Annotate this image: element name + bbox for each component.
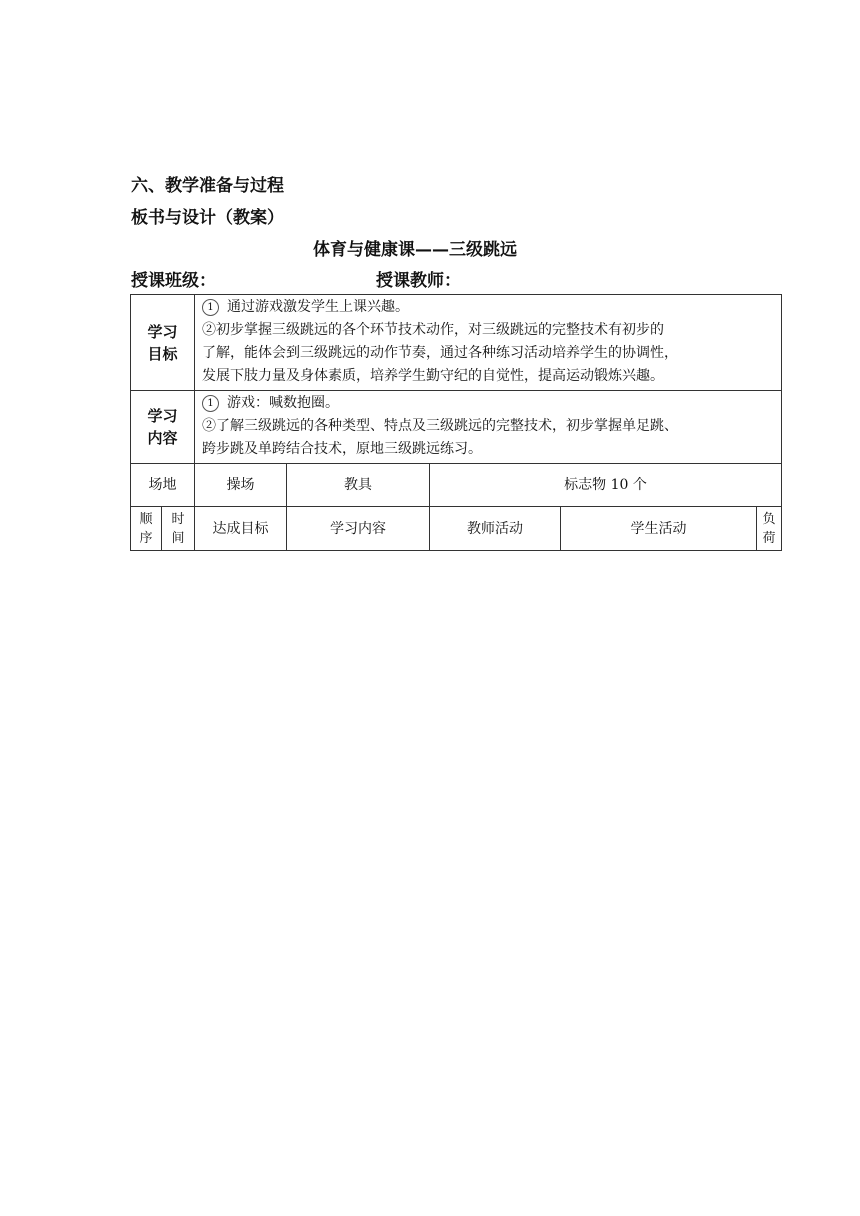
goals-row: [131, 295, 782, 391]
goals-item-2-line3: 发展下肢力量及身体素质，培养学生勤守纪的自觉性，提高运动锻炼兴趣。: [202, 368, 665, 384]
goals-content-cell: [195, 295, 782, 391]
equipment-label-cell: 教具: [287, 464, 430, 507]
teacher-label: 授课教师：: [376, 271, 461, 291]
load-header-cell: [757, 507, 782, 551]
time-header-line2: 间: [171, 530, 185, 546]
goals-label-cell: [131, 295, 195, 391]
order-header-line2: 序: [139, 530, 153, 546]
venue-value-cell: 操场: [195, 464, 287, 507]
section-heading: 六、教学准备与过程: [131, 176, 284, 196]
content-content-cell: [195, 391, 782, 464]
order-header-cell: [131, 507, 162, 551]
learning-content-header-cell: 学习内容: [287, 507, 430, 551]
content-label-line2: 内容: [147, 429, 178, 447]
document-title: [313, 239, 517, 261]
document-title-text: 体育与健康课——三级跳远: [313, 240, 517, 260]
circled-number-marker: 1: [202, 395, 219, 412]
content-item-1-text: 游戏：喊数抱圈。: [227, 395, 340, 411]
lesson-plan-table: [130, 294, 782, 551]
content-item-1: [202, 392, 777, 415]
goals-label-line2: 目标: [147, 344, 178, 363]
content-item-2-line2: 跨步跳及单跨结合技术，原地三级跳远练习。: [202, 441, 483, 457]
venue-row: [131, 464, 782, 507]
goals-item-1: [202, 296, 777, 319]
load-header-line1: 负: [762, 511, 776, 527]
goals-item-1-text: 通过游戏激发学生上课兴趣。: [227, 299, 410, 315]
equipment-value-cell: 标志物 10 个: [430, 464, 782, 507]
class-label: 授课班级：: [131, 271, 216, 291]
load-header-line2: 荷: [762, 530, 776, 546]
student-activity-header-cell: 学生活动: [561, 507, 757, 551]
order-header-line1: 顺: [139, 511, 153, 527]
goals-item-2-line2: 了解，能体会到三级跳远的动作节奏，通过各种练习活动培养学生的协调性，: [202, 345, 679, 361]
teacher-activity-header-cell: 教师活动: [430, 507, 561, 551]
venue-label-cell: 场地: [131, 464, 195, 507]
time-header-line1: 时: [171, 511, 185, 527]
subsection-heading: 板书与设计（教案）: [131, 208, 284, 228]
objective-header-cell: 达成目标: [195, 507, 287, 551]
circled-number-marker: 1: [202, 299, 219, 316]
content-item-2-line1: ②了解三级跳远的各种类型、特点及三级跳远的完整技术，初步掌握单足跳、: [202, 418, 679, 434]
time-header-cell: [162, 507, 195, 551]
content-label-line1: 学习: [147, 407, 178, 425]
column-header-row: [131, 507, 782, 551]
goals-item-2-line1: ②初步掌握三级跳远的各个环节技术动作，对三级跳远的完整技术有初步的: [202, 322, 665, 338]
goals-label-line1: 学习: [147, 322, 178, 341]
content-label-cell: [131, 391, 195, 464]
content-row: [131, 391, 782, 464]
